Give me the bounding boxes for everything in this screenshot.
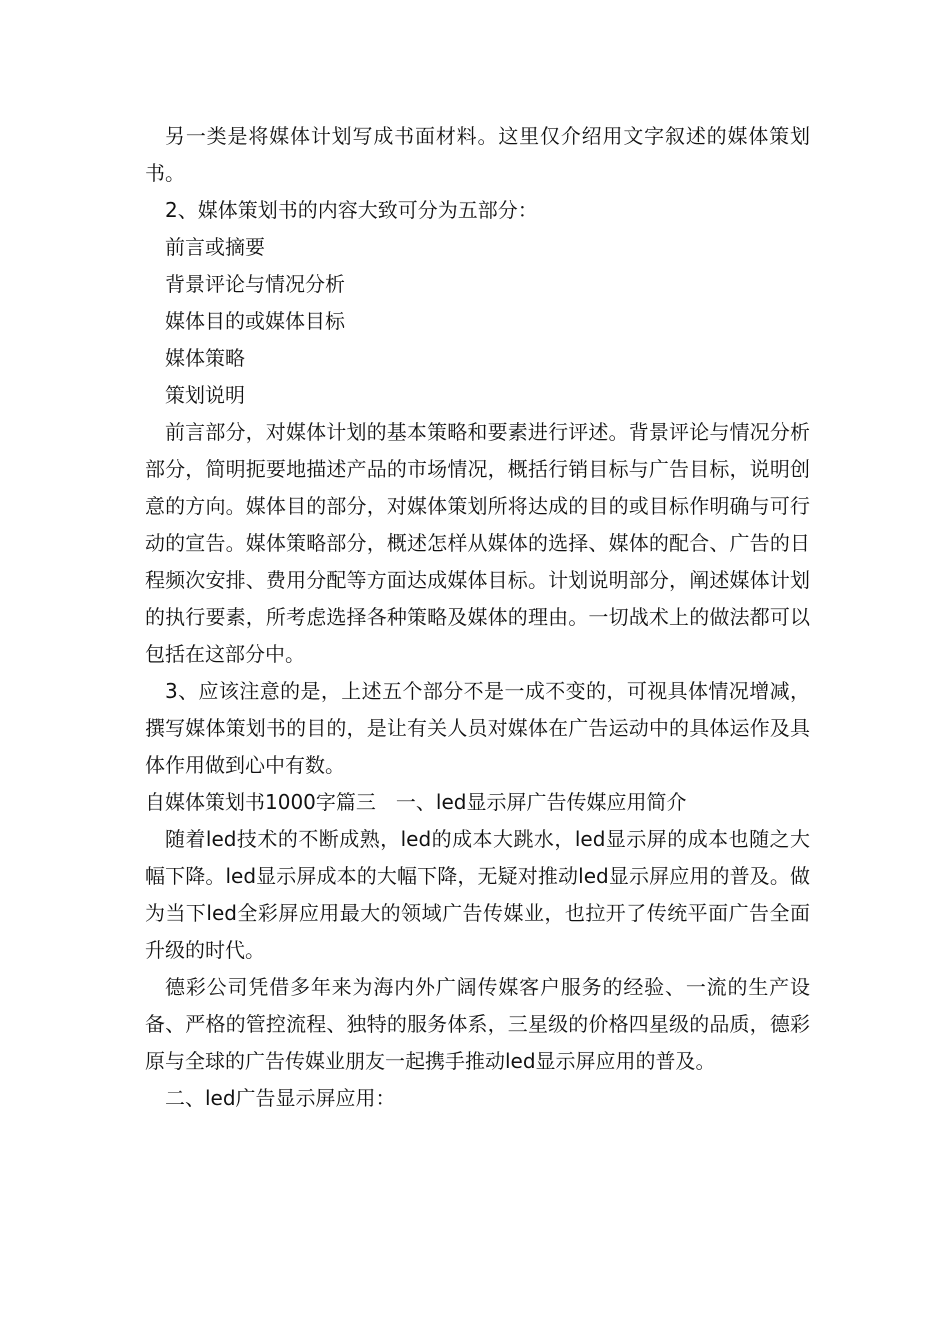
section-heading-led-application: 二、led广告显示屏应用： — [165, 1086, 396, 1110]
list-item-media-strategy: 媒体策略 — [165, 346, 245, 370]
paragraph-section-2-heading: 2、媒体策划书的内容大致可分为五部分： — [165, 198, 538, 222]
document-body — [145, 118, 810, 1117]
paragraph-company: 德彩公司凭借多年来为海内外广阔传媒客户服务的经验、一流的生产设备、严格的管控流程、独特的服务体系，三星级的价格四星级的品质，德彩原与全球的广告传媒业朋友一起携手推动led显示屏应用的普及。 — [145, 975, 810, 1073]
list-item-plan-notes: 策划说明 — [165, 383, 245, 407]
paragraph-intro: 另一类是将媒体计划写成书面材料。这里仅介绍用文字叙述的媒体策划书。 — [145, 124, 810, 185]
paragraph-led-intro: 随着led技术的不断成熟，led的成本大跳水，led显示屏的成本也随之大幅下降。led显示屏成本的大幅下降，无疑对推动led显示屏应用的普及。做为当下led全彩屏应用最大的领域广告传媒业，也拉开了传统平面广告全面升级的时代。 — [145, 827, 810, 962]
list-item-preface: 前言或摘要 — [165, 235, 265, 259]
list-item-background: 背景评论与情况分析 — [165, 272, 345, 296]
list-item-media-goal: 媒体目的或媒体目标 — [165, 309, 345, 333]
paragraph-parts-description: 前言部分，对媒体计划的基本策略和要素进行评述。背景评论与情况分析部分，简明扼要地描述产品的市场情况，概括行销目标与广告目标，说明创意的方向。媒体目的部分，对媒体策划所将达成的目的或目标作明确与可行动的宣告。媒体策略部分，概述怎样从媒体的选择、媒体的配合、广告的日程频次安排、费用分配等方面达成媒体目标。计划说明部分，阐述媒体计划的执行要素，所考虑选择各种策略及媒体的理由。一切战术上的做法都可以包括在这部分中。 — [145, 420, 810, 666]
section-heading-part-three: 自媒体策划书1000字篇三 一、led显示屏广告传媒应用简介 — [145, 790, 687, 814]
paragraph-section-3: 3、应该注意的是，上述五个部分不是一成不变的，可视具体情况增减，撰写媒体策划书的目的，是让有关人员对媒体在广告运动中的具体运作及具体作用做到心中有数。 — [145, 679, 810, 777]
